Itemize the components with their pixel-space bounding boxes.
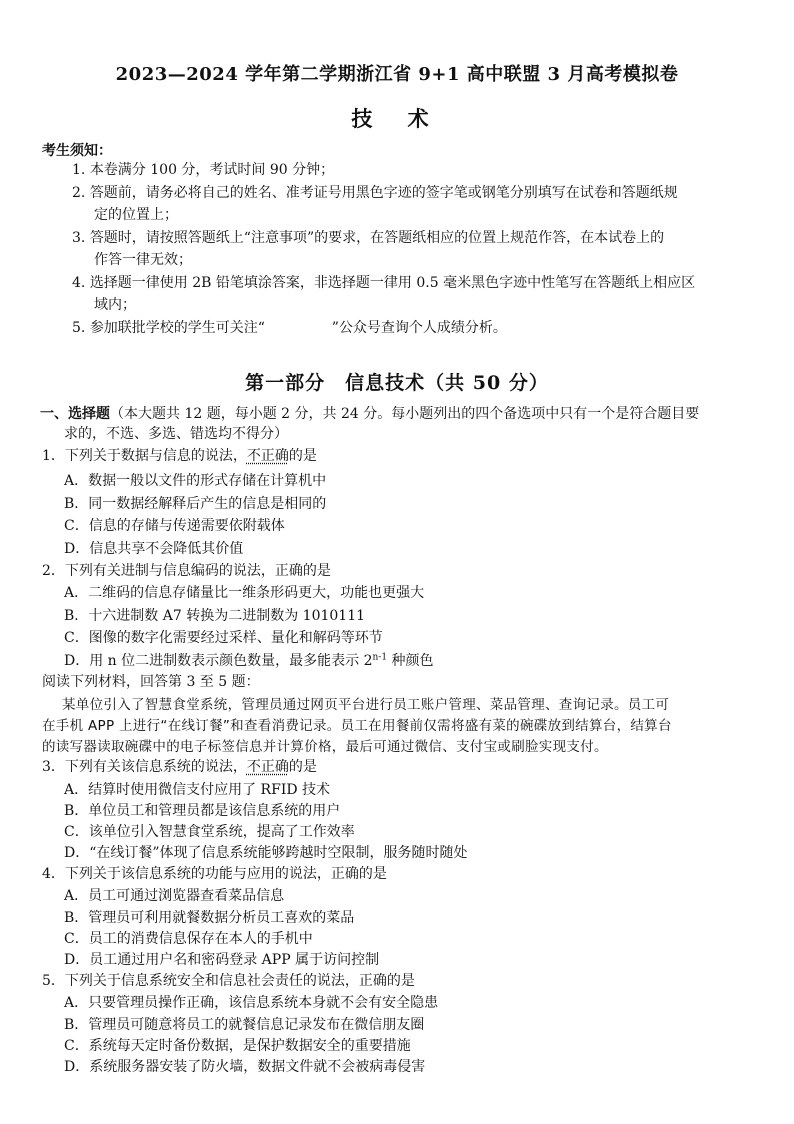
notice-item-4-cont: 域内； — [94, 297, 136, 313]
question-5-stem: 5．下列关于信息系统安全和信息社会责任的说法，正确的是 — [42, 973, 415, 989]
question-1-stem: 1．下列关于数据与信息的说法，不正确的是 — [42, 448, 317, 464]
subject-title: 技 术 — [351, 106, 443, 131]
section-instructions: 一、选择题（本大题共 12 题，每小题 2 分，共 24 分。每小题列出的四个备选项中只有一个是符合题目要 — [40, 406, 700, 422]
question-4-option-a: A．员工可通过浏览器查看菜品信息 — [64, 888, 285, 904]
notice-heading: 考生须知： — [42, 143, 112, 159]
reading-material-line-3: 的读写器读取碗碟中的电子标签信息并计算价格，最后可通过微信、支付宝或刷脸实现支付。 — [42, 739, 608, 755]
question-3-option-c: C．该单位引入智慧食堂系统，提高了工作效率 — [64, 824, 355, 840]
reading-intro: 阅读下列材料，回答第 3 至 5 题： — [42, 674, 260, 690]
notice-item-1: 1. 本卷满分 100 分，考试时间 90 分钟； — [72, 162, 335, 178]
question-3-option-d: D．“在线订餐”体现了信息系统能够跨越时空限制，服务随时随处 — [64, 845, 468, 861]
question-1-option-c: C．信息的存储与传递需要依附载体 — [64, 518, 285, 534]
emphasis-mark: 不正确 — [246, 759, 289, 775]
question-4-option-b: B．管理员可利用就餐数据分析员工喜欢的菜品 — [64, 910, 355, 926]
part-one-title: 第一部分 信息技术（共 50 分） — [245, 372, 549, 394]
question-1-option-d: D．信息共享不会降低其价值 — [64, 541, 244, 557]
notice-item-3: 3. 答题时，请按照答题纸上“注意事项”的要求，在答题纸相应的位置上规范作答，在本试卷上的 — [72, 230, 665, 246]
question-2-option-b: B．十六进制数 A7 转换为二进制数为 1010111 — [64, 608, 366, 624]
question-5-option-b: B．管理员可随意将员工的就餐信息记录发布在微信朋友圈 — [64, 1017, 425, 1033]
question-3-option-b: B．单位员工和管理员都是该信息系统的用户 — [64, 803, 341, 819]
emphasis-mark: 不正确 — [246, 448, 289, 464]
reading-material-line-2: 在手机 APP 上进行“在线订餐”和查看消费记录。员工在用餐前仅需将盛有菜的碗碟放到结算台，结算台 — [42, 718, 672, 734]
question-3-option-a: A．结算时使用微信支付应用了 RFID 技术 — [64, 782, 331, 798]
question-1-option-a: A．数据一般以文件的形式存储在计算机中 — [64, 473, 327, 489]
question-2-option-a: A．二维码的信息存储量比一维条形码更大，功能也更强大 — [64, 585, 425, 601]
notice-item-3-cont: 作答一律无效； — [94, 252, 192, 268]
question-2-option-c: C．图像的数字化需要经过采样、量化和解码等环节 — [64, 630, 383, 646]
exam-title: 2023—2024 学年第二学期浙江省 9+1 高中联盟 3 月高考模拟卷 — [115, 64, 679, 85]
question-4-option-d: D．员工通过用户名和密码登录 APP 属于访问控制 — [64, 952, 380, 968]
question-1-option-b: B．同一数据经解释后产生的信息是相同的 — [64, 496, 327, 512]
section-instructions-cont: 求的，不选、多选、错选均不得分） — [64, 426, 288, 442]
reading-material-line-1: 某单位引入了智慧食堂系统，管理员通过网页平台进行员工账户管理、菜品管理、查询记录。员工可 — [62, 697, 670, 713]
question-4-option-c: C．员工的消费信息保存在本人的手机中 — [64, 931, 313, 947]
question-5-option-a: A．只要管理员操作正确，该信息系统本身就不会有安全隐患 — [64, 995, 439, 1011]
notice-item-2: 2. 答题前，请务必将自己的姓名、准考证号用黑色字迹的签字笔或钢笔分别填写在试卷和答题纸规 — [72, 185, 678, 201]
question-5-option-c: C．系统每天定时备份数据，是保护数据安全的重要措施 — [64, 1038, 411, 1054]
notice-item-4: 4. 选择题一律使用 2B 铅笔填涂答案，非选择题一律用 0.5 毫米黑色字迹中性笔写在答题纸上相应区 — [72, 275, 696, 291]
question-5-option-d: D．系统服务器安装了防火墙，数据文件就不会被病毒侵害 — [64, 1059, 426, 1075]
question-4-stem: 4．下列关于该信息系统的功能与应用的说法，正确的是 — [42, 866, 387, 882]
question-3-stem: 3．下列有关该信息系统的说法，不正确的是 — [42, 759, 317, 775]
question-2-option-d: D．用 n 位二进制数表示颜色数量，最多能表示 2$^{n-1}$ 种颜色 — [64, 652, 434, 669]
notice-item-2-cont: 定的位置上； — [94, 207, 178, 223]
notice-item-5: 5. 参加联批学校的学生可关注“ ”公众号查询个人成绩分析。 — [72, 320, 507, 336]
question-2-stem: 2．下列有关进制与信息编码的说法，正确的是 — [42, 563, 331, 579]
